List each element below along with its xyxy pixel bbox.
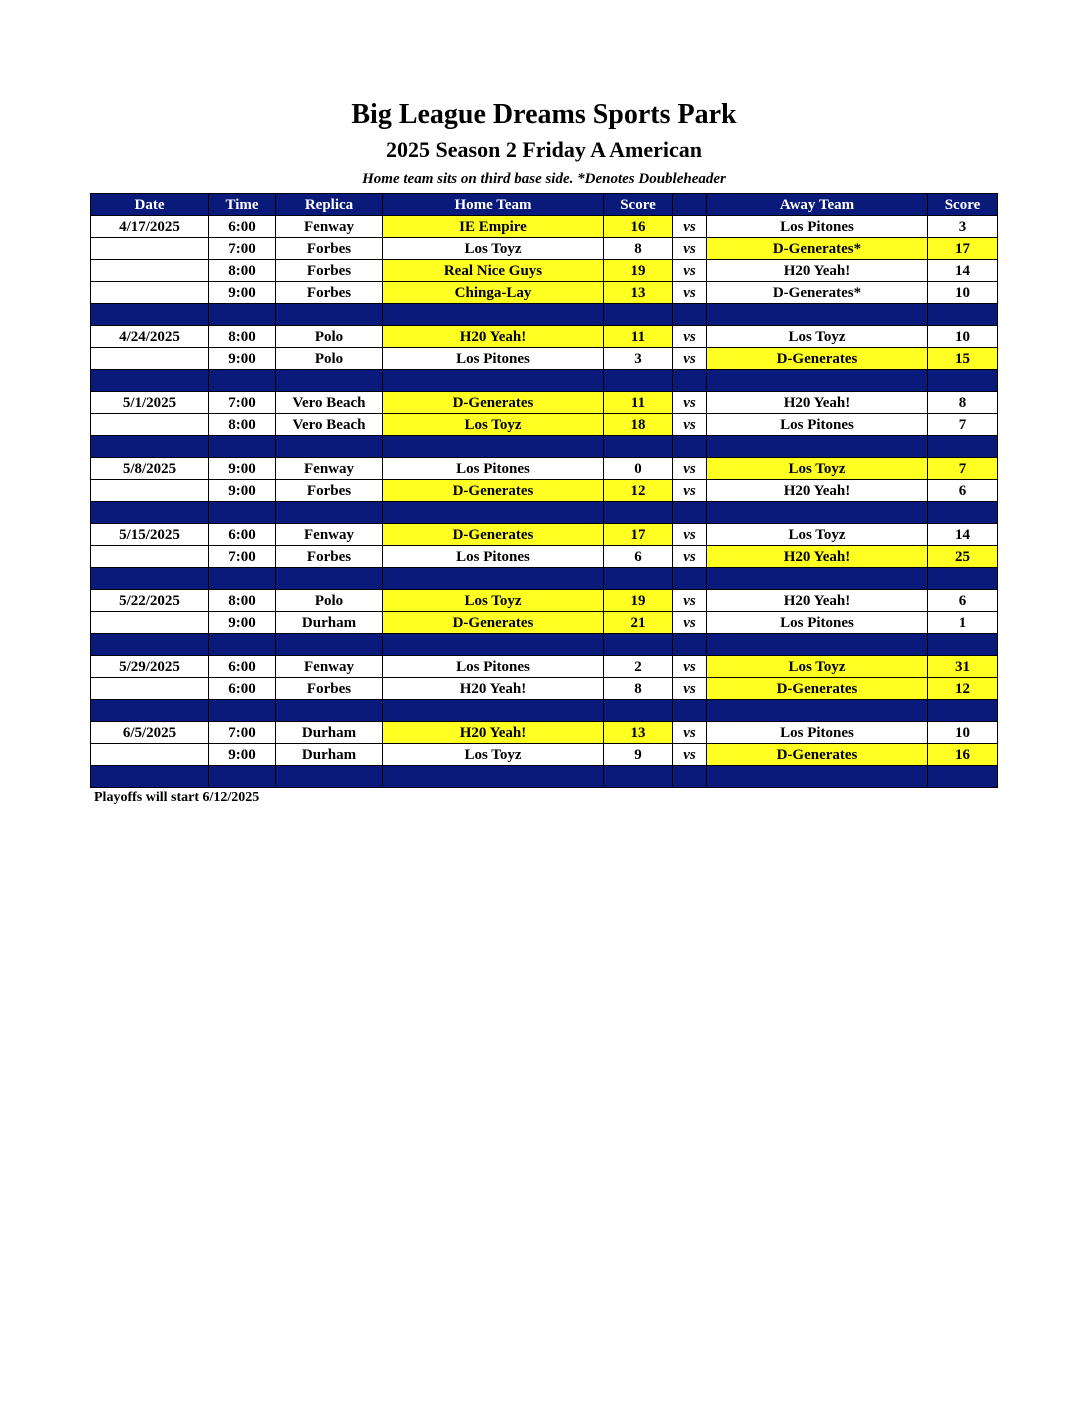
separator-cell — [604, 766, 673, 788]
vs-label: vs — [673, 238, 707, 260]
away-score-cell: 6 — [928, 590, 998, 612]
separator-cell — [673, 568, 707, 590]
date-cell — [91, 612, 209, 634]
week-separator-row — [91, 436, 998, 458]
separator-cell — [383, 304, 604, 326]
separator-cell — [383, 568, 604, 590]
time-cell: 7:00 — [209, 722, 276, 744]
separator-cell — [673, 634, 707, 656]
separator-cell — [209, 700, 276, 722]
replica-cell: Vero Beach — [276, 392, 383, 414]
replica-cell: Fenway — [276, 656, 383, 678]
away-team-cell: D-Generates — [707, 744, 928, 766]
week-separator-row — [91, 568, 998, 590]
vs-label: vs — [673, 326, 707, 348]
vs-label: vs — [673, 414, 707, 436]
home-team-cell: H20 Yeah! — [383, 678, 604, 700]
away-team-cell: D-Generates — [707, 348, 928, 370]
time-cell: 8:00 — [209, 590, 276, 612]
table-row — [91, 348, 998, 370]
replica-cell: Forbes — [276, 546, 383, 568]
date-cell — [91, 282, 209, 304]
separator-cell — [673, 370, 707, 392]
table-row — [91, 744, 998, 766]
date-cell — [91, 480, 209, 502]
week-separator-row — [91, 304, 998, 326]
week-separator-row — [91, 634, 998, 656]
separator-cell — [707, 436, 928, 458]
table-row — [91, 260, 998, 282]
away-score-cell: 14 — [928, 260, 998, 282]
replica-cell: Fenway — [276, 458, 383, 480]
home-score-cell: 3 — [604, 348, 673, 370]
separator-cell — [928, 502, 998, 524]
vs-label: vs — [673, 216, 707, 238]
time-cell: 9:00 — [209, 744, 276, 766]
separator-cell — [707, 568, 928, 590]
replica-cell: Forbes — [276, 282, 383, 304]
home-team-cell: Los Toyz — [383, 238, 604, 260]
col-header-replica: Replica — [276, 194, 383, 216]
vs-label: vs — [673, 260, 707, 282]
separator-cell — [673, 700, 707, 722]
separator-cell — [928, 370, 998, 392]
separator-cell — [604, 370, 673, 392]
home-team-cell: IE Empire — [383, 216, 604, 238]
vs-label: vs — [673, 458, 707, 480]
home-team-cell: Los Toyz — [383, 590, 604, 612]
home-score-cell: 18 — [604, 414, 673, 436]
table-row — [91, 392, 998, 414]
separator-cell — [91, 304, 209, 326]
separator-cell — [383, 370, 604, 392]
time-cell: 6:00 — [209, 216, 276, 238]
vs-label: vs — [673, 678, 707, 700]
away-score-cell: 10 — [928, 282, 998, 304]
away-team-cell: Los Toyz — [707, 656, 928, 678]
date-cell: 5/15/2025 — [91, 524, 209, 546]
separator-cell — [91, 766, 209, 788]
away-score-cell: 25 — [928, 546, 998, 568]
separator-cell — [276, 370, 383, 392]
separator-cell — [707, 502, 928, 524]
vs-label: vs — [673, 348, 707, 370]
home-score-cell: 11 — [604, 326, 673, 348]
date-cell: 5/22/2025 — [91, 590, 209, 612]
home-score-cell: 21 — [604, 612, 673, 634]
col-header-home-team: Home Team — [383, 194, 604, 216]
separator-cell — [91, 700, 209, 722]
time-cell: 9:00 — [209, 282, 276, 304]
away-team-cell: H20 Yeah! — [707, 480, 928, 502]
separator-cell — [604, 634, 673, 656]
away-team-cell: H20 Yeah! — [707, 590, 928, 612]
separator-cell — [707, 700, 928, 722]
table-row — [91, 326, 998, 348]
away-team-cell: Los Pitones — [707, 414, 928, 436]
separator-cell — [209, 502, 276, 524]
table-row — [91, 524, 998, 546]
separator-cell — [91, 502, 209, 524]
replica-cell: Durham — [276, 722, 383, 744]
replica-cell: Durham — [276, 744, 383, 766]
away-team-cell: D-Generates — [707, 678, 928, 700]
date-cell — [91, 260, 209, 282]
separator-cell — [383, 634, 604, 656]
table-row — [91, 480, 998, 502]
separator-cell — [707, 766, 928, 788]
date-cell — [91, 744, 209, 766]
table-row — [91, 282, 998, 304]
home-team-cell: Chinga-Lay — [383, 282, 604, 304]
schedule-table — [90, 193, 998, 788]
away-score-cell: 14 — [928, 524, 998, 546]
away-team-cell: H20 Yeah! — [707, 392, 928, 414]
separator-cell — [276, 502, 383, 524]
time-cell: 8:00 — [209, 414, 276, 436]
date-cell: 5/8/2025 — [91, 458, 209, 480]
time-cell: 6:00 — [209, 524, 276, 546]
separator-cell — [604, 436, 673, 458]
home-team-cell: D-Generates — [383, 524, 604, 546]
vs-label: vs — [673, 392, 707, 414]
week-separator-row — [91, 370, 998, 392]
replica-cell: Forbes — [276, 480, 383, 502]
home-score-cell: 8 — [604, 238, 673, 260]
away-team-cell: D-Generates* — [707, 238, 928, 260]
separator-cell — [91, 436, 209, 458]
date-cell: 5/29/2025 — [91, 656, 209, 678]
table-row — [91, 414, 998, 436]
away-score-cell: 6 — [928, 480, 998, 502]
col-header-home-score: Score — [604, 194, 673, 216]
vs-label: vs — [673, 612, 707, 634]
home-score-cell: 19 — [604, 590, 673, 612]
time-cell: 9:00 — [209, 458, 276, 480]
home-team-cell: Real Nice Guys — [383, 260, 604, 282]
away-team-cell: Los Pitones — [707, 216, 928, 238]
separator-cell — [276, 568, 383, 590]
replica-cell: Durham — [276, 612, 383, 634]
separator-cell — [604, 568, 673, 590]
table-row — [91, 678, 998, 700]
vs-label: vs — [673, 480, 707, 502]
home-team-cell: D-Generates — [383, 392, 604, 414]
home-team-cell: D-Generates — [383, 612, 604, 634]
separator-cell — [928, 304, 998, 326]
time-cell: 9:00 — [209, 348, 276, 370]
separator-cell — [209, 634, 276, 656]
home-score-cell: 12 — [604, 480, 673, 502]
vs-label: vs — [673, 744, 707, 766]
separator-cell — [383, 700, 604, 722]
separator-cell — [276, 436, 383, 458]
separator-cell — [604, 304, 673, 326]
table-row — [91, 546, 998, 568]
home-team-cell: Los Pitones — [383, 656, 604, 678]
away-score-cell: 8 — [928, 392, 998, 414]
home-score-cell: 8 — [604, 678, 673, 700]
away-team-cell: D-Generates* — [707, 282, 928, 304]
col-header-away-score: Score — [928, 194, 998, 216]
separator-cell — [209, 304, 276, 326]
replica-cell: Fenway — [276, 216, 383, 238]
vs-label: vs — [673, 590, 707, 612]
schedule-body — [91, 216, 998, 788]
time-cell: 9:00 — [209, 612, 276, 634]
vs-label: vs — [673, 722, 707, 744]
away-score-cell: 1 — [928, 612, 998, 634]
home-team-cell: D-Generates — [383, 480, 604, 502]
date-cell: 4/17/2025 — [91, 216, 209, 238]
date-cell — [91, 678, 209, 700]
away-score-cell: 31 — [928, 656, 998, 678]
separator-cell — [673, 436, 707, 458]
away-score-cell: 15 — [928, 348, 998, 370]
date-cell — [91, 348, 209, 370]
table-row — [91, 656, 998, 678]
separator-cell — [928, 700, 998, 722]
separator-cell — [673, 766, 707, 788]
separator-cell — [209, 568, 276, 590]
away-score-cell: 16 — [928, 744, 998, 766]
replica-cell: Fenway — [276, 524, 383, 546]
home-team-cell: Los Pitones — [383, 546, 604, 568]
home-score-cell: 0 — [604, 458, 673, 480]
replica-cell: Vero Beach — [276, 414, 383, 436]
home-team-cell: H20 Yeah! — [383, 722, 604, 744]
away-score-cell: 10 — [928, 326, 998, 348]
separator-cell — [383, 766, 604, 788]
table-row — [91, 722, 998, 744]
away-team-cell: Los Toyz — [707, 524, 928, 546]
away-score-cell: 7 — [928, 458, 998, 480]
week-separator-row — [91, 700, 998, 722]
separator-cell — [276, 634, 383, 656]
separator-cell — [209, 766, 276, 788]
home-team-cell: Los Toyz — [383, 744, 604, 766]
col-header-date: Date — [91, 194, 209, 216]
separator-cell — [928, 766, 998, 788]
away-team-cell: Los Toyz — [707, 458, 928, 480]
separator-cell — [928, 436, 998, 458]
time-cell: 8:00 — [209, 326, 276, 348]
table-row — [91, 612, 998, 634]
separator-cell — [383, 436, 604, 458]
date-cell — [91, 414, 209, 436]
page-title: Big League Dreams Sports Park — [351, 99, 737, 130]
date-cell — [91, 546, 209, 568]
home-score-cell: 13 — [604, 722, 673, 744]
replica-cell: Forbes — [276, 678, 383, 700]
home-score-cell: 16 — [604, 216, 673, 238]
home-score-cell: 19 — [604, 260, 673, 282]
away-score-cell: 12 — [928, 678, 998, 700]
header-row — [91, 194, 998, 216]
vs-label: vs — [673, 546, 707, 568]
away-score-cell: 10 — [928, 722, 998, 744]
separator-cell — [604, 502, 673, 524]
away-team-cell: Los Pitones — [707, 722, 928, 744]
schedule-note: Home team sits on third base side. *Denotes Doubleheader — [362, 171, 726, 187]
away-team-cell: Los Pitones — [707, 612, 928, 634]
col-header-vs — [673, 194, 707, 216]
vs-label: vs — [673, 656, 707, 678]
col-header-away-team: Away Team — [707, 194, 928, 216]
home-score-cell: 13 — [604, 282, 673, 304]
separator-cell — [604, 700, 673, 722]
separator-cell — [383, 502, 604, 524]
separator-cell — [276, 700, 383, 722]
table-row — [91, 238, 998, 260]
time-cell: 6:00 — [209, 656, 276, 678]
away-team-cell: Los Toyz — [707, 326, 928, 348]
time-cell: 7:00 — [209, 392, 276, 414]
time-cell: 6:00 — [209, 678, 276, 700]
home-team-cell: Los Pitones — [383, 458, 604, 480]
separator-cell — [209, 436, 276, 458]
replica-cell: Forbes — [276, 260, 383, 282]
away-team-cell: H20 Yeah! — [707, 260, 928, 282]
separator-cell — [673, 304, 707, 326]
away-score-cell: 3 — [928, 216, 998, 238]
separator-cell — [276, 766, 383, 788]
time-cell: 7:00 — [209, 238, 276, 260]
replica-cell: Polo — [276, 348, 383, 370]
time-cell: 9:00 — [209, 480, 276, 502]
date-cell: 4/24/2025 — [91, 326, 209, 348]
home-score-cell: 9 — [604, 744, 673, 766]
away-team-cell: H20 Yeah! — [707, 546, 928, 568]
season-subtitle: 2025 Season 2 Friday A American — [386, 137, 702, 162]
away-score-cell: 17 — [928, 238, 998, 260]
vs-label: vs — [673, 282, 707, 304]
separator-cell — [91, 370, 209, 392]
date-cell: 5/1/2025 — [91, 392, 209, 414]
replica-cell: Forbes — [276, 238, 383, 260]
vs-label: vs — [673, 524, 707, 546]
separator-cell — [91, 634, 209, 656]
home-team-cell: Los Pitones — [383, 348, 604, 370]
separator-cell — [707, 304, 928, 326]
date-cell: 6/5/2025 — [91, 722, 209, 744]
separator-cell — [209, 370, 276, 392]
table-row — [91, 590, 998, 612]
separator-cell — [928, 634, 998, 656]
replica-cell: Polo — [276, 326, 383, 348]
home-team-cell: H20 Yeah! — [383, 326, 604, 348]
separator-cell — [707, 370, 928, 392]
home-score-cell: 11 — [604, 392, 673, 414]
playoffs-footnote: Playoffs will start 6/12/2025 — [94, 790, 260, 805]
separator-cell — [707, 634, 928, 656]
home-score-cell: 17 — [604, 524, 673, 546]
home-team-cell: Los Toyz — [383, 414, 604, 436]
time-cell: 8:00 — [209, 260, 276, 282]
week-separator-row — [91, 502, 998, 524]
table-row — [91, 216, 998, 238]
table-row — [91, 458, 998, 480]
col-header-time: Time — [209, 194, 276, 216]
separator-cell — [91, 568, 209, 590]
separator-cell — [928, 568, 998, 590]
home-score-cell: 2 — [604, 656, 673, 678]
time-cell: 7:00 — [209, 546, 276, 568]
separator-cell — [673, 502, 707, 524]
away-score-cell: 7 — [928, 414, 998, 436]
replica-cell: Polo — [276, 590, 383, 612]
week-separator-row — [91, 766, 998, 788]
separator-cell — [276, 304, 383, 326]
date-cell — [91, 238, 209, 260]
home-score-cell: 6 — [604, 546, 673, 568]
